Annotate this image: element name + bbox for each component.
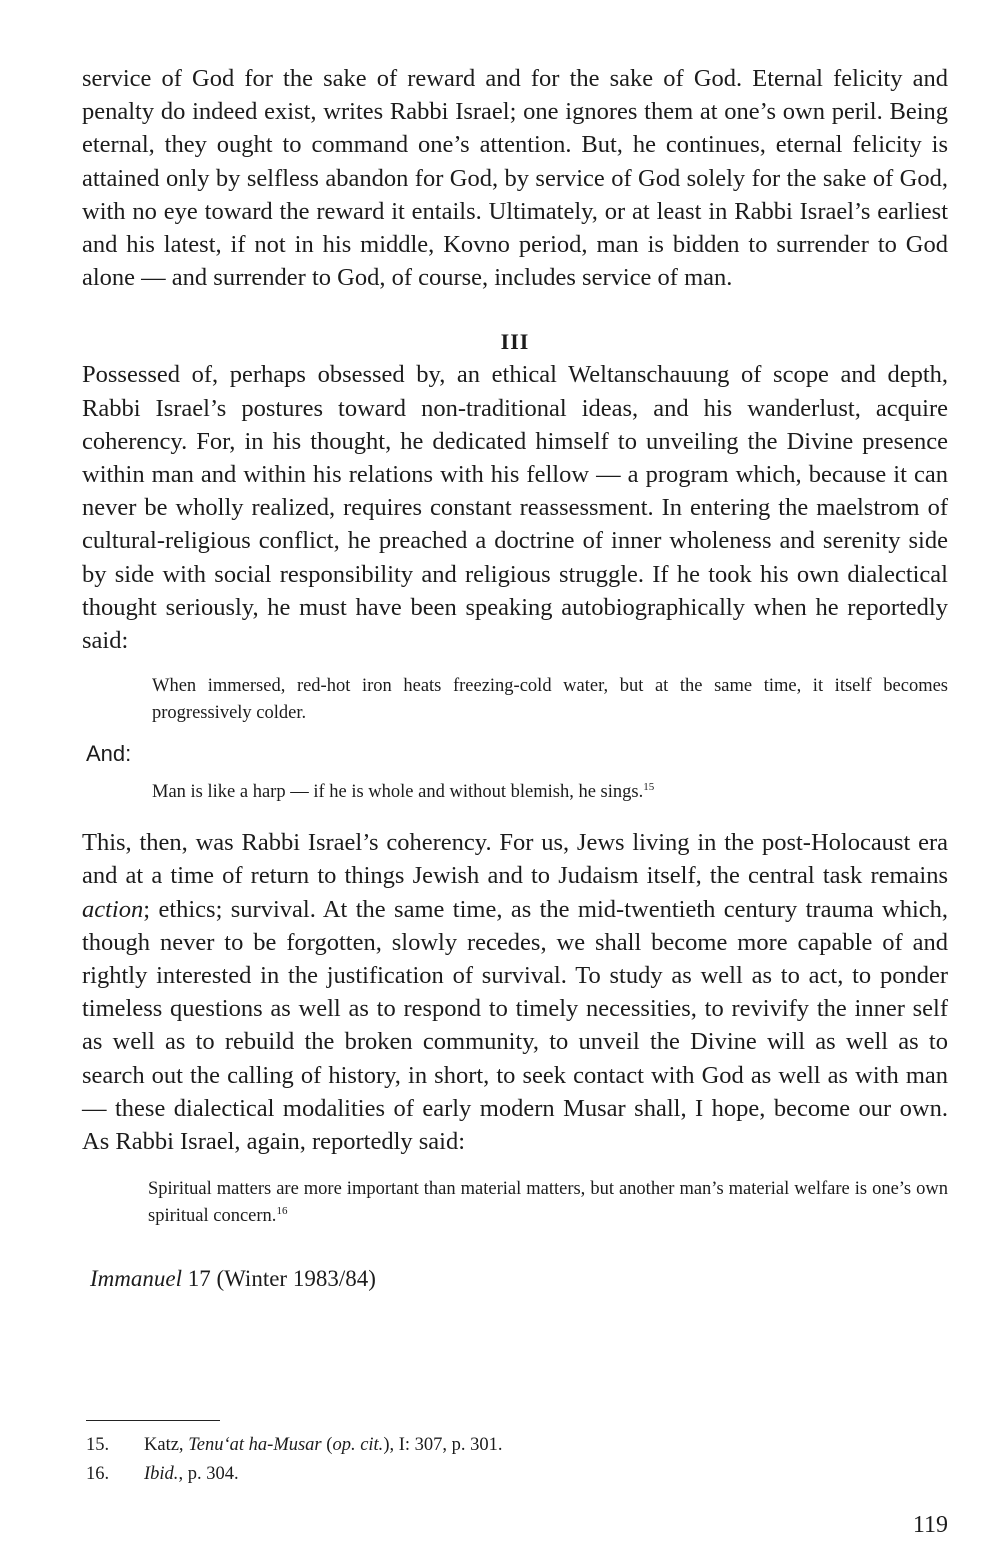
- footnote-paren: (: [321, 1435, 333, 1455]
- quote-harp-text: Man is like a harp — if he is whole and without blemish, he sings.: [152, 782, 644, 803]
- footnote-ref-15: 15: [643, 781, 655, 794]
- emphasis-action: action: [82, 895, 144, 923]
- footnote-ref-16: 16: [276, 1205, 288, 1218]
- footnote-author: Katz,: [144, 1435, 189, 1455]
- conclusion-text-start: This, then, was Rabbi Israel’s coherency. For us, Jews living in the post-Holocaust era and at a time of return to things Jewish and to Judaism itself, the central task remains: [82, 829, 948, 890]
- block-quote-spiritual: [148, 1176, 948, 1230]
- footnote-number: 16.: [86, 1464, 110, 1484]
- footnotes: [86, 1420, 786, 1489]
- footnote-16: [86, 1460, 786, 1489]
- source-citation: [90, 1264, 948, 1294]
- block-quote-iron: When immersed, red-hot iron heats freezing-cold water, but at the same time, it itself becomes progressively colder.: [152, 676, 948, 724]
- footnote-15: [86, 1431, 786, 1460]
- source-journal: Immanuel: [90, 1266, 182, 1292]
- block-quote-harp: [152, 779, 948, 806]
- footnote-op-cit: op. cit.: [332, 1435, 384, 1455]
- page-number: 119: [912, 1512, 948, 1538]
- page-body: [82, 62, 948, 1294]
- paragraph-coherency: Possessed of, perhaps obsessed by, an ethical Weltanschauung of scope and depth, Rabbi Israel’s postures toward non-traditional ideas, and his wanderlust, acquire coherency. For, in his thought, he dedicated himself to unveiling the Divine presence within man and within his relations with his fellow — a program which, because it can never be wholly realized, requires constant reassessment. In entering the maelstrom of cultural-religious conflict, he preached a doctrine of inner wholeness and serenity side by side with social responsibility and religious struggle. If he took his own dialectical thought seriously, he must have been speaking autobiographically when he reportedly said:: [82, 361, 948, 655]
- conclusion-text-end: ; ethics; survival. At the same time, as the mid-twentieth century trauma which, though never to be forgotten, slowly recedes, we shall become more capable of and rightly interested in the justification of survival. To study as well as to act, to ponder timeless questions as well as to respond to timely necessities, to revivify the inner self as well as to rebuild the broken community, to unveil the Divine will as well as to search out the calling of history, in short, to seek contact with God as well as with man — these dialectical modalities of early modern Musar shall, I hope, become our own. As Rabbi Israel, again, reportedly said:: [82, 895, 948, 1156]
- quote-spiritual-text: Spiritual matters are more important than material matters, but another man’s material welfare is one’s own spiritual concern.: [148, 1179, 948, 1227]
- footnote-pages: ), I: 307, p. 301.: [383, 1435, 503, 1455]
- section-heading: III: [500, 329, 530, 355]
- source-details: 17 (Winter 1983/84): [181, 1266, 376, 1292]
- footnote-title: Tenu‘at ha-Musar: [188, 1435, 322, 1455]
- footnote-text: [144, 1460, 239, 1489]
- footnote-text: [144, 1431, 503, 1460]
- footnote-pages: , p. 304.: [178, 1464, 239, 1484]
- paragraph-conclusion: [82, 826, 948, 1158]
- footnote-number: 15.: [86, 1435, 110, 1455]
- footnote-ibid: Ibid.: [144, 1464, 179, 1484]
- connector-and: And:: [86, 741, 132, 767]
- paragraph-continuation: service of God for the sake of reward and for the sake of God. Eternal felicity and penalty do indeed exist, writes Rabbi Israel; one ignores them at one’s own peril. Being eternal, they ought to command one’s attention. But, he continues, eternal felicity is attained only by selfless abandon for God, by service of God solely for the sake of God, with no eye toward the reward it entails. Ultimately, or at least in Rabbi Israel’s earliest and his latest, if not in his middle, Kovno period, man is bidden to surrender to God alone — and surrender to God, of course, includes service of man.: [82, 65, 948, 292]
- footnote-divider: [86, 1420, 220, 1421]
